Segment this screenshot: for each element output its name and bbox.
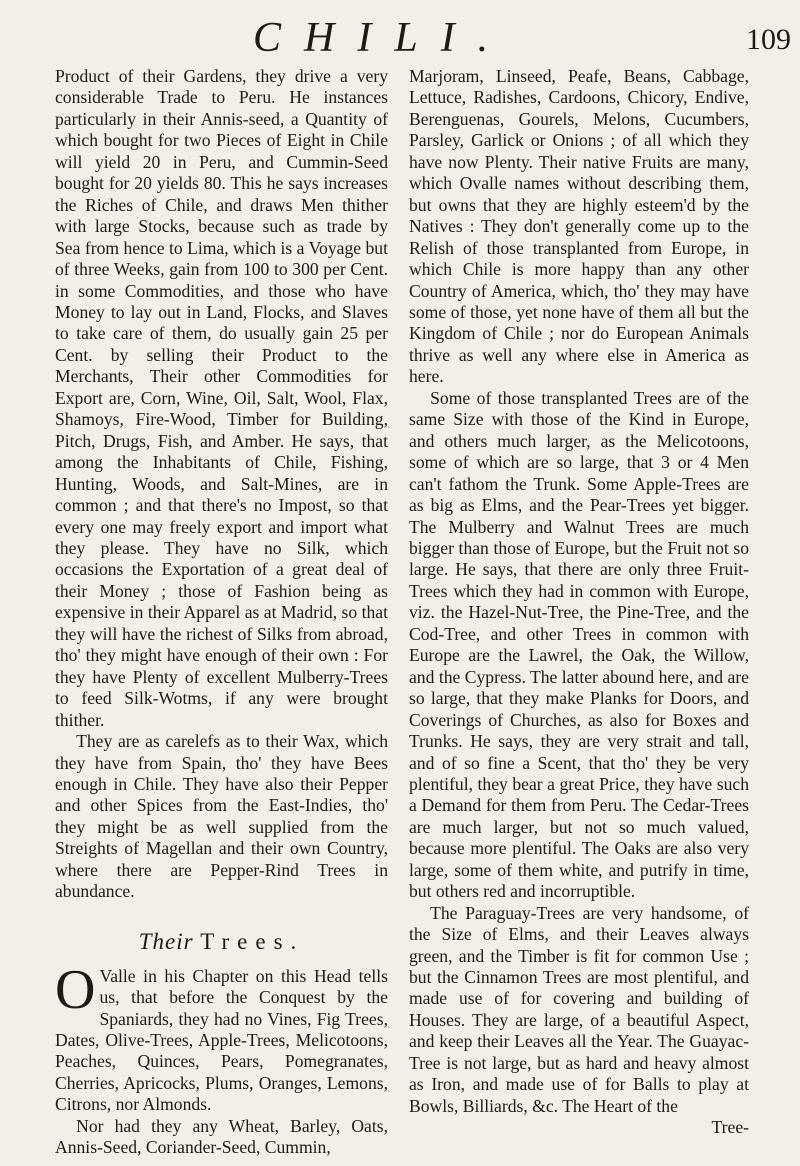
section-heading-title: Trees. <box>200 928 305 954</box>
paragraph-text: Valle in his Chapter on this Head tells us, that before the Conquest by the Spaniards, they had no Vines, Fig Trees, Dates, Olive-Trees, Apple-Trees, Melicotoons, Peaches, Quinces, Pears, Pomegranates, Cherries, Apricocks, Plums, Oranges, Lemons, Citrons, nor Almonds. <box>55 965 388 1115</box>
section-heading-lead: Their <box>138 928 194 954</box>
paragraph <box>55 958 388 1116</box>
catchword: Tree- <box>711 1117 749 1138</box>
left-column <box>55 66 388 1159</box>
drop-cap: O <box>55 958 96 1021</box>
section-heading <box>55 928 388 956</box>
running-head <box>0 12 800 62</box>
paragraph: The Paraguay-Trees are very handsome, of the Size of Elms, and their Leaves always green, and the Timber is fit for common Use ; but the Cinnamon Trees are most plentiful, and made use of for covering and building of Houses. They are large, of a beautiful Aspect, and keep their Leaves all the Year. The Guayac-Tree is not large, but as hard and heavy almost as Iron, and made use of for Balls to play at Bowls, Billiards, &c. The Heart of the <box>409 902 749 1116</box>
right-column <box>409 66 749 1139</box>
paragraph: Some of those transplanted Trees are of the same Size with those of the Kind in Europe, and others much larger, as the Melicotoons, some of which are so large, that 3 or 4 Men can't fathom the Trunk. Some Apple-Trees are as big as Elms, and the Pear-Trees yet bigger. The Mulberry and Walnut Trees are much bigger than those of Europe, but the Fruit not so large. He says, that there are only three Fruit-Trees which they had in common with Europe, viz. the Hazel-Nut-Tree, the Pine-Tree, and the Cod-Tree, and other Trees in common with Europe are the Lawrel, the Oak, the Willow, and the Cypress. The latter abound here, and are so large, that they make Planks for Doors, and Coverings of Churches, as also for Boxes and Trunks. He says, they are very strait and tall, and of so fine a Scent, that tho' they be very plentiful, they bear a great Price, they have such a Demand for them from Peru. The Cedar-Trees are much larger, but not so much valued, because more plentiful. The Oaks are also very large, some of them white, and putrify in time, but others red and incorruptible. <box>409 387 749 902</box>
paragraph: Marjoram, Linseed, Peafe, Beans, Cabbage, Lettuce, Radishes, Cardoons, Chicory, Endive, Berenguenas, Gourels, Melons, Cucumbers, Parsley, Garlick or Onions ; of all which they have now Plenty. Their native Fruits are many, which Ovalle names without describing them, but owns that they are highly esteem'd by the Natives : They don't generally come up to the Relish of those transplanted from Europe, in which Chile is more happy than any other Country of America, which, tho' they may have some of those, yet none have of them all but the Kingdom of Chile ; nor do European Animals thrive as well any where else in America as here. <box>409 66 749 387</box>
paragraph: They are as carelefs as to their Wax, which they have from Spain, tho' they have Bees enough in Chile. They have also their Pepper and other Spices from the East-Indies, tho' they might be as well supplied from the Streights of Magellan and their own Country, where there are Pepper-Rind Trees in abundance. <box>55 731 388 902</box>
paragraph: Nor had they any Wheat, Barley, Oats, Annis-Seed, Coriander-Seed, Cummin, <box>55 1115 388 1158</box>
paragraph: Product of their Gardens, they drive a very considerable Trade to Peru. He instances particularly in their Annis-seed, a Quantity of which bought for two Pieces of Eight in Chile will yield 20 in Peru, and Cummin-Seed bought for 20 yields 80. This he says increases the Riches of Chile, and draws Men thither with large Stocks, because such as trade by Sea from hence to Lima, which is a Voyage but of three Weeks, gain from 100 to 300 per Cent. in some Commodities, and those who have Money to lay out in Land, Flocks, and Slaves to take care of them, do usually gain 25 per Cent. by selling their Product to the Merchants, Their other Commodities for Export are, Corn, Wine, Oil, Salt, Wool, Flax, Shamoys, Fire-Wood, Timber for Building, Pitch, Drugs, Fish, and Amber. He says, that among the Inhabitants of Chile, Fishing, Hunting, Woods, and Salt-Mines, are in common ; and that there's no Impost, so that every one may freely export and import what they please. They have no Silk, which occasions the Exportation of a great deal of their Money ; those of Fashion being as expensive in their Apparel as at Madrid, so that they will have the richest of Silks from abroad, tho' they might have enough of their own : For they have Plenty of excellent Mulberry-Trees to feed Silk-Wotms, if any were brought thither. <box>55 66 388 730</box>
page-title: CHILI. <box>253 15 512 61</box>
page-number: 109 <box>746 23 791 56</box>
